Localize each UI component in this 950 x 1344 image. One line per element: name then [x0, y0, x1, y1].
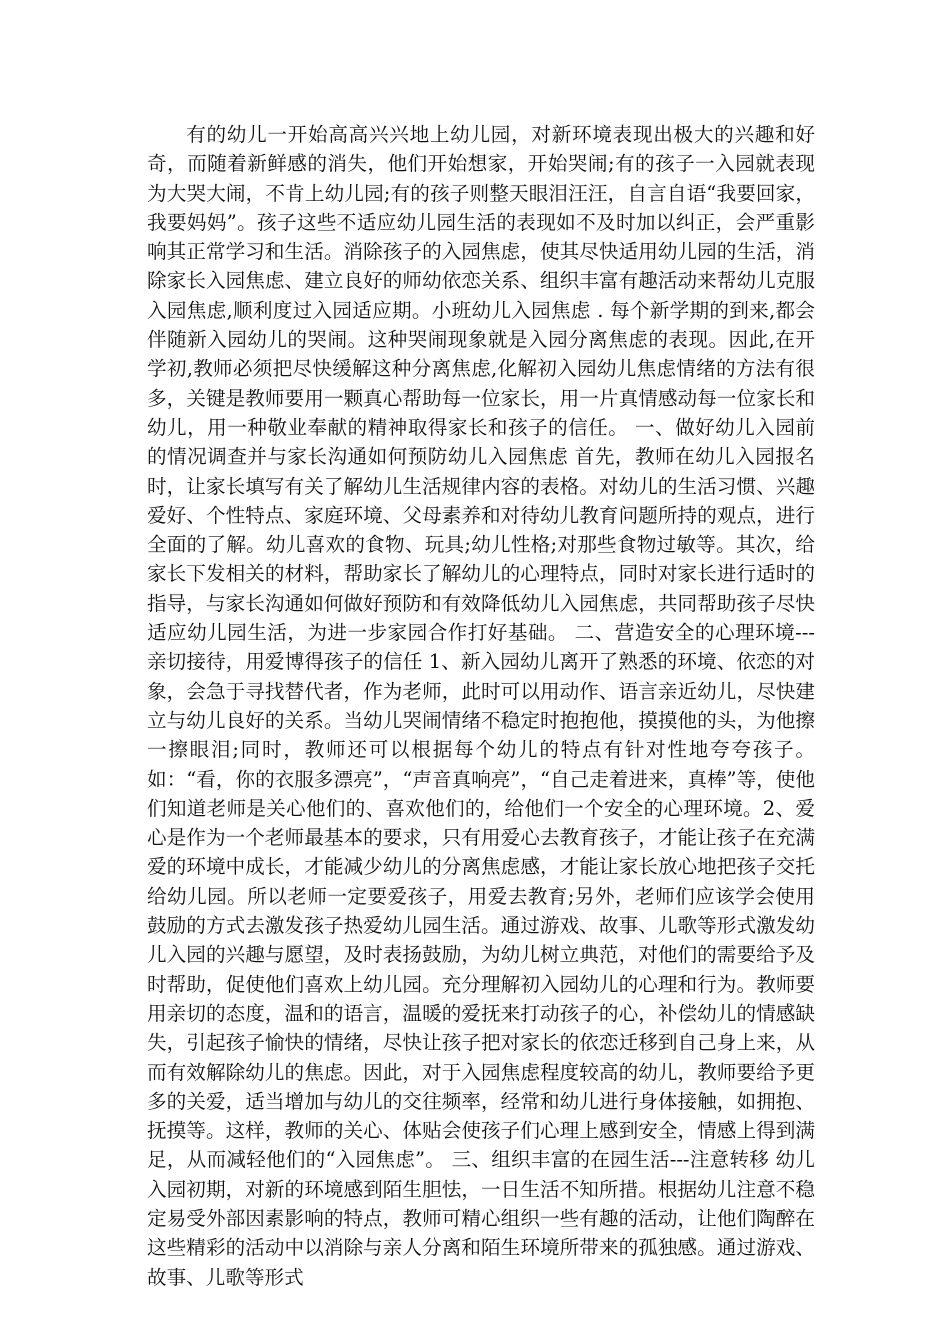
body-paragraph: 有的幼儿一开始高高兴兴地上幼儿园，对新环境表现出极大的兴趣和好奇，而随着新鲜感的消失，他们开始想家，开始哭闹;有的孩子一入园就表现为大哭大闹，不肯上幼儿园;有的孩子则整天眼泪汪汪，自言自语“我要回家，我要妈妈”。孩子这些不适应幼儿园生活的表现如不及时加以纠正，会严重影响其正常学习和生活。消除孩子的入园焦虑，使其尽快适用幼儿园的生活，消除家长入园焦虑、建立良好的师幼依恋关系、组织丰富有趣活动来帮幼儿克服入园焦虑,顺利度过入园适应期。小班幼儿入园焦虑 . 每个新学期的到来,都会伴随新入园幼儿的哭闹。这种哭闹现象就是入园分离焦虑的表现。因此,在开学初,教师必须把尽快缓解这种分离焦虑,化解初入园幼儿焦虑情绪的方法有很多，关键是教师要用一颗真心帮助每一位家长，用一片真情感动每一位家长和幼儿，用一种敬业奉献的精神取得家长和孩子的信任。 一、做好幼儿入园前的情况调查并与家长沟通如何预防幼儿入园焦虑 首先，教师在幼儿入园报名时，让家长填写有关了解幼儿生活规律内容的表格。对幼儿的生活习惯、兴趣爱好、个性特点、家庭环境、父母素养和对待幼儿教育问题所持的观点，进行全面的了解。幼儿喜欢的食物、玩具;幼儿性格;对那些食物过敏等。其次，给家长下发相关的材料，帮助家长了解幼儿的心理特点，同时对家长进行适时的指导，与家长沟通如何做好预防和有效降低幼儿入园焦虑，共同帮助孩子尽快适应幼儿园生活，为进一步家园合作打好基础。 二、营造安全的心理环境---亲切接待，用爱博得孩子的信任 1、新入园幼儿离开了熟悉的环境、依恋的对象，会急于寻找替代者，作为老师，此时可以用动作、语言亲近幼儿，尽快建立与幼儿良好的关系。当幼儿哭闹情绪不稳定时抱抱他，摸摸他的头，为他擦一擦眼泪;同时，教师还可以根据每个幼儿的特点有针对性地夸夸孩子。如：“看，你的衣服多漂亮”，“声音真响亮”，“自己走着进来，真棒”等，使他们知道老师是关心他们的、喜欢他们的，给他们一个安全的心理环境。2、爱心是作为一个老师最基本的要求，只有用爱心去教育孩子，才能让孩子在充满爱的环境中成长，才能减少幼儿的分离焦虑感，才能让家长放心地把孩子交托给幼儿园。所以老师一定要爱孩子，用爱去教育;另外，老师们应该学会使用鼓励的方式去激发孩子热爱幼儿园生活。通过游戏、故事、儿歌等形式激发幼儿入园的兴趣与愿望，及时表扬鼓励，为幼儿树立典范，对他们的需要给予及时帮助，促使他们喜欢上幼儿园。充分理解初入园幼儿的心理和行为。教师要用亲切的态度，温和的语言，温暖的爱抚来打动孩子的心，补偿幼儿的情感缺失，引起孩子愉快的情绪，尽快让孩子把对家长的依恋迁移到自己身上来，从而有效解除幼儿的焦虑。因此，对于入园焦虑程度较高的幼儿，教师要给予更多的关爱，适当增加与幼儿的交往频率，经常和幼儿进行身体接触，如拥抱、抚摸等。这样，教师的关心、体贴会使孩子们心理上感到安全，情感上得到满足，从而减轻他们的“入园焦虑”。 三、组织丰富的在园生活---注意转移 幼儿入园初期，对新的环境感到陌生胆怯，一日生活不知所措。根据幼儿注意不稳定易受外部因素影响的特点，教师可精心组织一些有趣的活动，让他们陶醉在这些精彩的活动中以消除与亲人分离和陌生环境所带来的孤独感。通过游戏、故事、儿歌等形式 [147, 123, 815, 1289]
